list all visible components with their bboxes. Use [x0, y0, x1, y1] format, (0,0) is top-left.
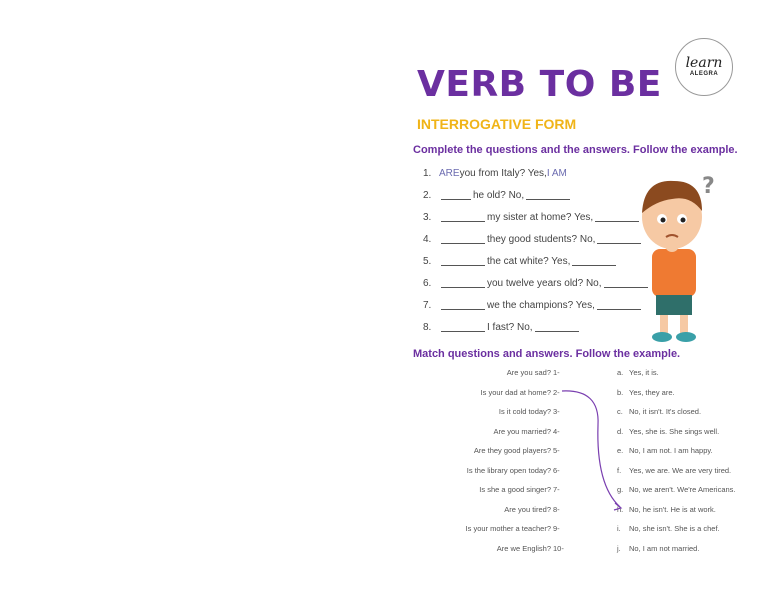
match-row: Are you sad? 1- a. Yes, it is.	[506, 368, 659, 377]
exercise-row: 5. the cat white? Yes,	[423, 250, 650, 272]
exercise-row: 6. you twelve years old? No,	[423, 272, 650, 294]
answer-blank[interactable]	[441, 213, 485, 222]
match-row: Is the library open today? 6- f. Yes, we are. We are very tired.	[466, 465, 732, 475]
match-row: Is your dad at home? 2- b. Yes, they are.	[480, 387, 675, 397]
exercise-row: 8. I fast? No,	[423, 316, 650, 338]
match-row: Are you tired? 8- h. No, he isn't. He is at work.	[504, 504, 716, 514]
match-row: Is your mother a teacher? 9- i. No, she isn't. She is a chef.	[465, 524, 720, 533]
answer-blank[interactable]	[526, 191, 570, 200]
answer-blank[interactable]	[535, 323, 579, 332]
instruction-match: Match questions and answers. Follow the example.	[413, 348, 681, 360]
match-row: Are they good players? 5- e. No, I am not. I am happy.	[473, 446, 713, 455]
worksheet	[405, 30, 745, 570]
exercise-1-list	[423, 162, 650, 338]
exercise-row: 4. they good students? No,	[423, 228, 650, 250]
exercise-row: 7. we the champions? Yes,	[423, 294, 650, 316]
worksheet-title: VERB TO BE	[417, 64, 662, 105]
match-row: Are we English? 10- j. No, I am not married.	[496, 543, 700, 553]
exercise-row: 3. my sister at home? Yes,	[423, 206, 650, 228]
svg-text:?: ?	[702, 174, 715, 199]
answer-blank[interactable]	[441, 191, 471, 200]
learn-alegra-logo: learn ALEGRA	[675, 38, 733, 96]
worksheet-subtitle: INTERROGATIVE FORM	[417, 116, 577, 132]
match-row: Is it cold today? 3- c. No, it isn't. It's closed.	[498, 407, 702, 416]
example-match-arrow	[560, 385, 630, 515]
match-row: Are you married? 4- d. Yes, she is. She sings well.	[493, 426, 720, 436]
answer-blank[interactable]	[441, 279, 485, 288]
answer-blank[interactable]	[441, 301, 485, 310]
answer-blank[interactable]	[572, 257, 616, 266]
thinking-boy-illustration	[630, 165, 730, 345]
instruction-complete: Complete the questions and the answers. Follow the example.	[413, 144, 738, 156]
match-row: Is she a good singer? 7- g. No, we aren't. We're Americans.	[479, 485, 736, 494]
exercise-row: 1. ARE you from Italy? Yes, I AM	[423, 167, 567, 179]
answer-blank[interactable]	[441, 323, 485, 332]
exercise-row: 2. he old? No,	[423, 184, 650, 206]
answer-blank[interactable]	[441, 257, 485, 266]
answer-blank[interactable]	[441, 235, 485, 244]
